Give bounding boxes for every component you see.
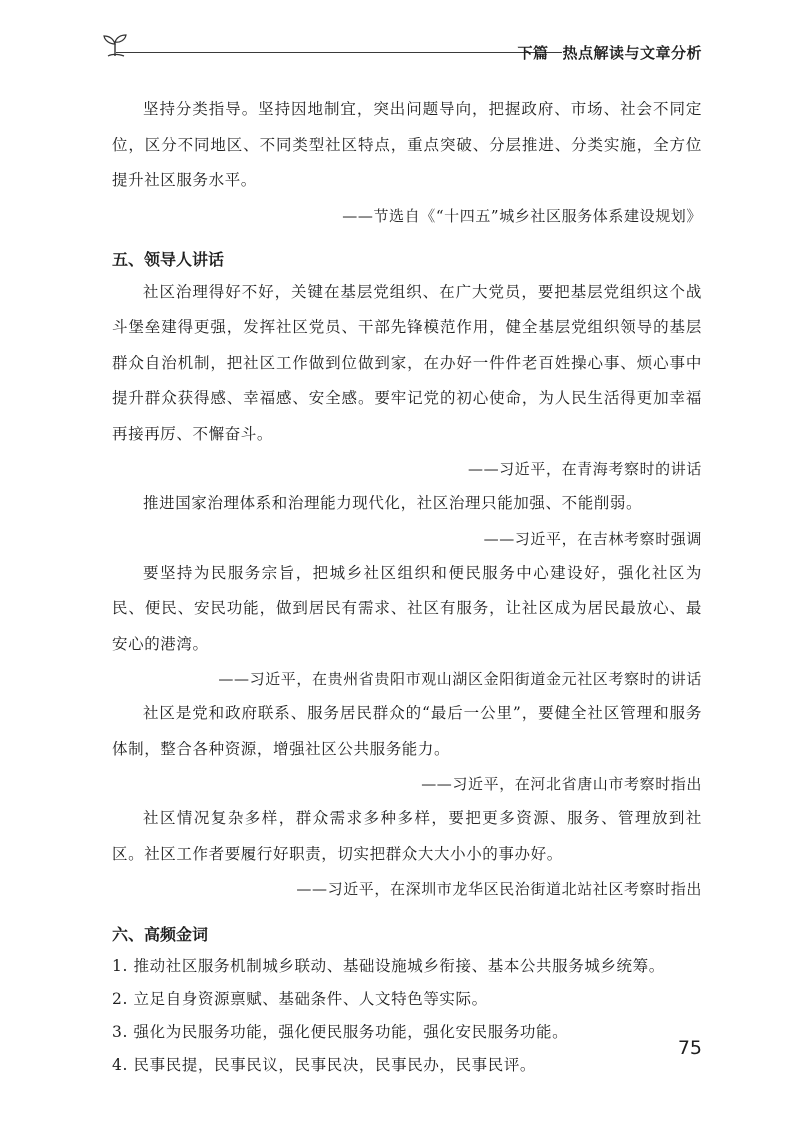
- section-six-title: 六、高频金词: [112, 925, 209, 944]
- page-content: [112, 92, 702, 1082]
- quote-text: 社区治理得好不好，关键在基层党组织、在广大党员，要把基层党组织这个战斗堡垒建得更强，发挥社区党员、干部先锋模范作用，健全基层党组织领导的基层群众自治机制，把社区工作做到位做到家，在办好一件件老百姓操心事、烦心事中提升群众获得感、幸福感、安全感。要牢记党的初心使命，为人民生活得更加幸福再接再厉、不懈奋斗。: [112, 282, 702, 443]
- quote-source: ——习近平，在深圳市龙华区民治街道北站社区考察时指出: [296, 880, 702, 898]
- quote-source: ——习近平，在河北省唐山市考察时指出: [421, 775, 702, 793]
- running-header: [98, 30, 702, 66]
- quote-source: ——习近平，在贵州省贵阳市观山湖区金阳街道金元社区考察时的讲话: [218, 670, 702, 688]
- list-item: 2. 立足自身资源禀赋、基础条件、人文特色等实际。: [112, 990, 488, 1008]
- header-title: [517, 42, 702, 63]
- quote-text: 推进国家治理体系和治理能力现代化，社区治理只能加强、不能削弱。: [143, 494, 643, 512]
- list-item: 3. 强化为民服务功能，强化便民服务功能，强化安民服务功能。: [112, 1023, 569, 1041]
- sprout-icon: [100, 30, 130, 60]
- header-part: 下篇: [517, 44, 549, 62]
- section-five-title: 五、领导人讲话: [112, 249, 225, 269]
- list-item: 1. 推动社区服务机制城乡联动、基础设施城乡衔接、基本公共服务城乡统筹。: [112, 957, 665, 975]
- quote-text: 社区是党和政府联系、服务居民群众的“最后一公里”，要健全社区管理和服务体制，整合各种资源，增强社区公共服务能力。: [112, 704, 702, 758]
- quote-text: 要坚持为民服务宗旨，把城乡社区组织和便民服务中心建设好，强化社区为民、便民、安民功能，做到居民有需求、社区有服务，让社区成为居民最放心、最安心的港湾。: [112, 563, 702, 653]
- header-rule: [116, 52, 562, 53]
- page-number: 75: [677, 1037, 702, 1059]
- quote-text: 社区情况复杂多样，群众需求多种多样，要把更多资源、服务、管理放到社区。社区工作者要履行好职责，切实把群众大大小小的事办好。: [112, 809, 702, 863]
- quote-source: ——习近平，在吉林考察时强调: [483, 529, 702, 548]
- intro-source: ——节选自《“十四五”城乡社区服务体系建设规划》: [342, 206, 702, 225]
- list-item: 4. 民事民提，民事民议，民事民决，民事民办，民事民评。: [112, 1056, 537, 1074]
- intro-paragraph: 坚持分类指导。坚持因地制宜，突出问题导向，把握政府、市场、社会不同定位，区分不同地区、不同类型社区特点，重点突破、分层推进、分类实施，全方位提升社区服务水平。: [112, 100, 702, 189]
- quote-source: ——习近平，在青海考察时的讲话: [467, 460, 702, 478]
- header-chapter: 热点解读与文章分析: [562, 44, 702, 62]
